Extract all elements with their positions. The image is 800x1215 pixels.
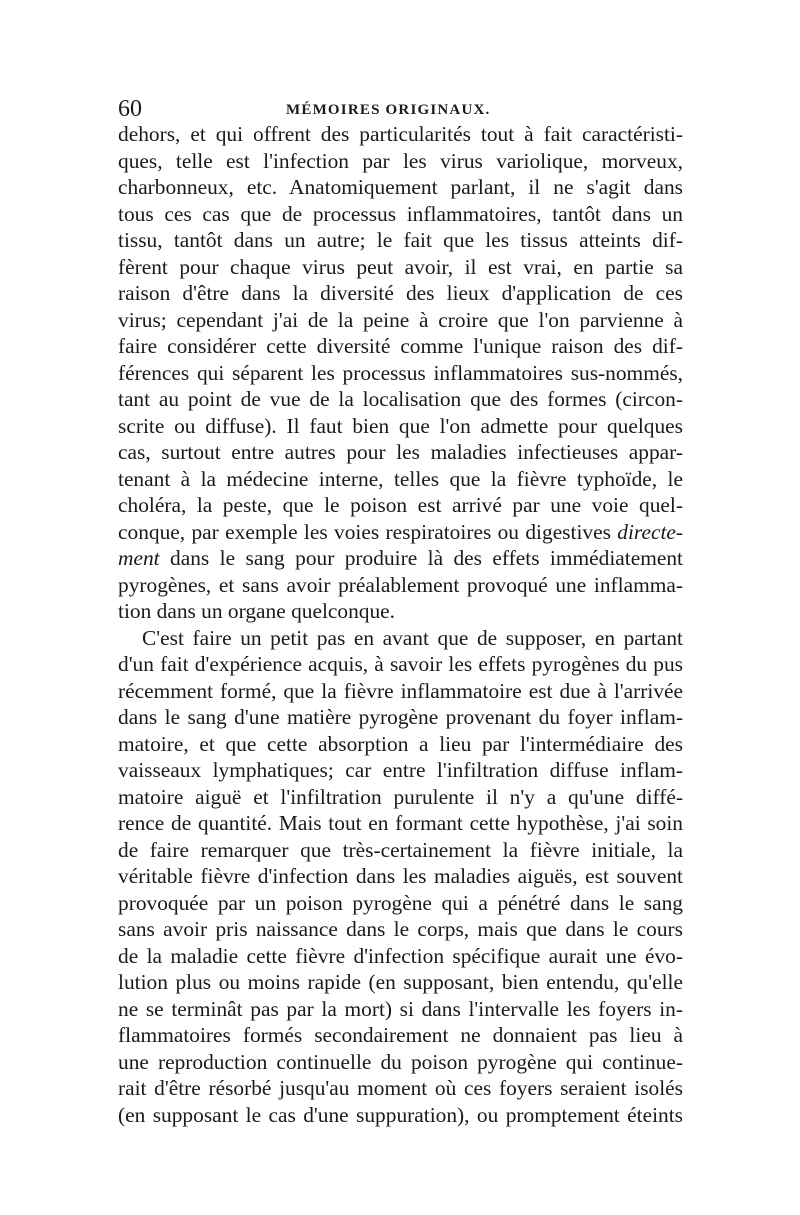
page-number: 60 — [118, 96, 142, 122]
running-header — [118, 94, 683, 124]
text-line: pyrogènes, et sans avoir préalablement provoqué une inflamma- — [118, 572, 683, 597]
text-line: véritable fièvre d'infection dans les maladies aiguës, est souvent — [118, 864, 683, 888]
text-line: ques, telle est l'infection par les virus variolique, morveux, — [118, 148, 683, 173]
text-segment: dans le sang pour produire là des effets immédiatement — [170, 546, 683, 570]
text-line: tenant à la médecine interne, telles que la fièvre typhoïde, le — [118, 466, 683, 491]
text-line: provoquée par un poison pyrogène qui a pénétré dans le sang — [118, 890, 683, 915]
text-line: férences qui séparent les processus inflammatoires sus-nommés, — [118, 360, 683, 385]
text-line: fèrent pour chaque virus peut avoir, il est vrai, en partie sa — [118, 254, 683, 279]
text-line: rait d'être résorbé jusqu'au moment où ces foyers seraient isolés — [118, 1076, 683, 1100]
text-line: (en supposant le cas d'une suppuration), ou promptement éteints — [118, 1102, 683, 1127]
text-line: ne se terminât pas par la mort) si dans l'intervalle les foyers in- — [118, 996, 683, 1021]
text-line: faire considérer cette diversité comme l'unique raison des dif- — [118, 334, 683, 358]
text-line: flammatoires formés secondairement ne donnaient pas lieu à — [118, 1023, 683, 1047]
text-line — [118, 519, 683, 546]
text-line: récemment formé, que la fièvre inflammatoire est due à l'arrivée — [118, 678, 683, 703]
text-line: matoire, et que cette absorption a lieu par l'intermédiaire des — [118, 731, 683, 756]
text-line: vaisseaux lymphatiques; car entre l'infiltration diffuse inflam- — [118, 758, 683, 782]
text-line: rence de quantité. Mais tout en formant cette hypothèse, j'ai soin — [118, 811, 683, 835]
text-line: tous ces cas que de processus inflammatoires, tantôt dans un — [118, 201, 683, 226]
text-line: scrite ou diffuse). Il faut bien que l'on admette pour quelques — [118, 413, 683, 438]
text-line: de la maladie cette fièvre d'infection spécifique aurait une évo- — [118, 943, 683, 968]
italic-word: directe- — [617, 519, 683, 544]
text-line: lution plus ou moins rapide (en supposant, bien entendu, qu'elle — [118, 970, 683, 994]
body-text — [118, 121, 683, 1128]
text-segment: conque, par exemple les voies respiratoires ou digestives — [118, 519, 611, 544]
text-line: dehors, et qui offrent des particularités tout à fait caractéristi- — [118, 122, 683, 146]
text-line: de faire remarquer que très-certainement la fièvre initiale, la — [118, 837, 683, 862]
text-line: une reproduction continuelle du poison pyrogène qui continue- — [118, 1049, 683, 1074]
text-line: dans le sang d'une matière pyrogène provenant du foyer inflam- — [118, 705, 683, 729]
italic-word: ment — [118, 546, 160, 570]
text-line: tant au point de vue de la localisation que des formes (circon- — [118, 387, 683, 411]
text-line: matoire aiguë et l'infiltration purulente il n'y a qu'une diffé- — [118, 784, 683, 809]
paragraph-end-line: tion dans un organe quelconque. — [118, 599, 396, 623]
text-line: sans avoir pris naissance dans le corps, mais que dans le cours — [118, 917, 683, 941]
text-line — [118, 545, 683, 572]
text-line: choléra, la peste, que le poison est arrivé par une voie quel- — [118, 493, 683, 517]
text-line: d'un fait d'expérience acquis, à savoir les effets pyrogènes du pus — [118, 652, 683, 676]
running-title: MÉMOIRES ORIGINAUX. — [286, 102, 491, 118]
paragraph-first-line: C'est faire un petit pas en avant que de supposer, en partant — [142, 625, 683, 650]
text-line: cas, surtout entre autres pour les maladies infectieuses appar- — [118, 440, 683, 464]
text-line: charbonneux, etc. Anatomiquement parlant, il ne s'agit dans — [118, 175, 683, 199]
text-line: tissu, tantôt dans un autre; le fait que les tissus atteints dif- — [118, 228, 683, 252]
text-line: raison d'être dans la diversité des lieux d'application de ces — [118, 281, 683, 305]
text-line: virus; cependant j'ai de la peine à croire que l'on parvienne à — [118, 307, 683, 332]
